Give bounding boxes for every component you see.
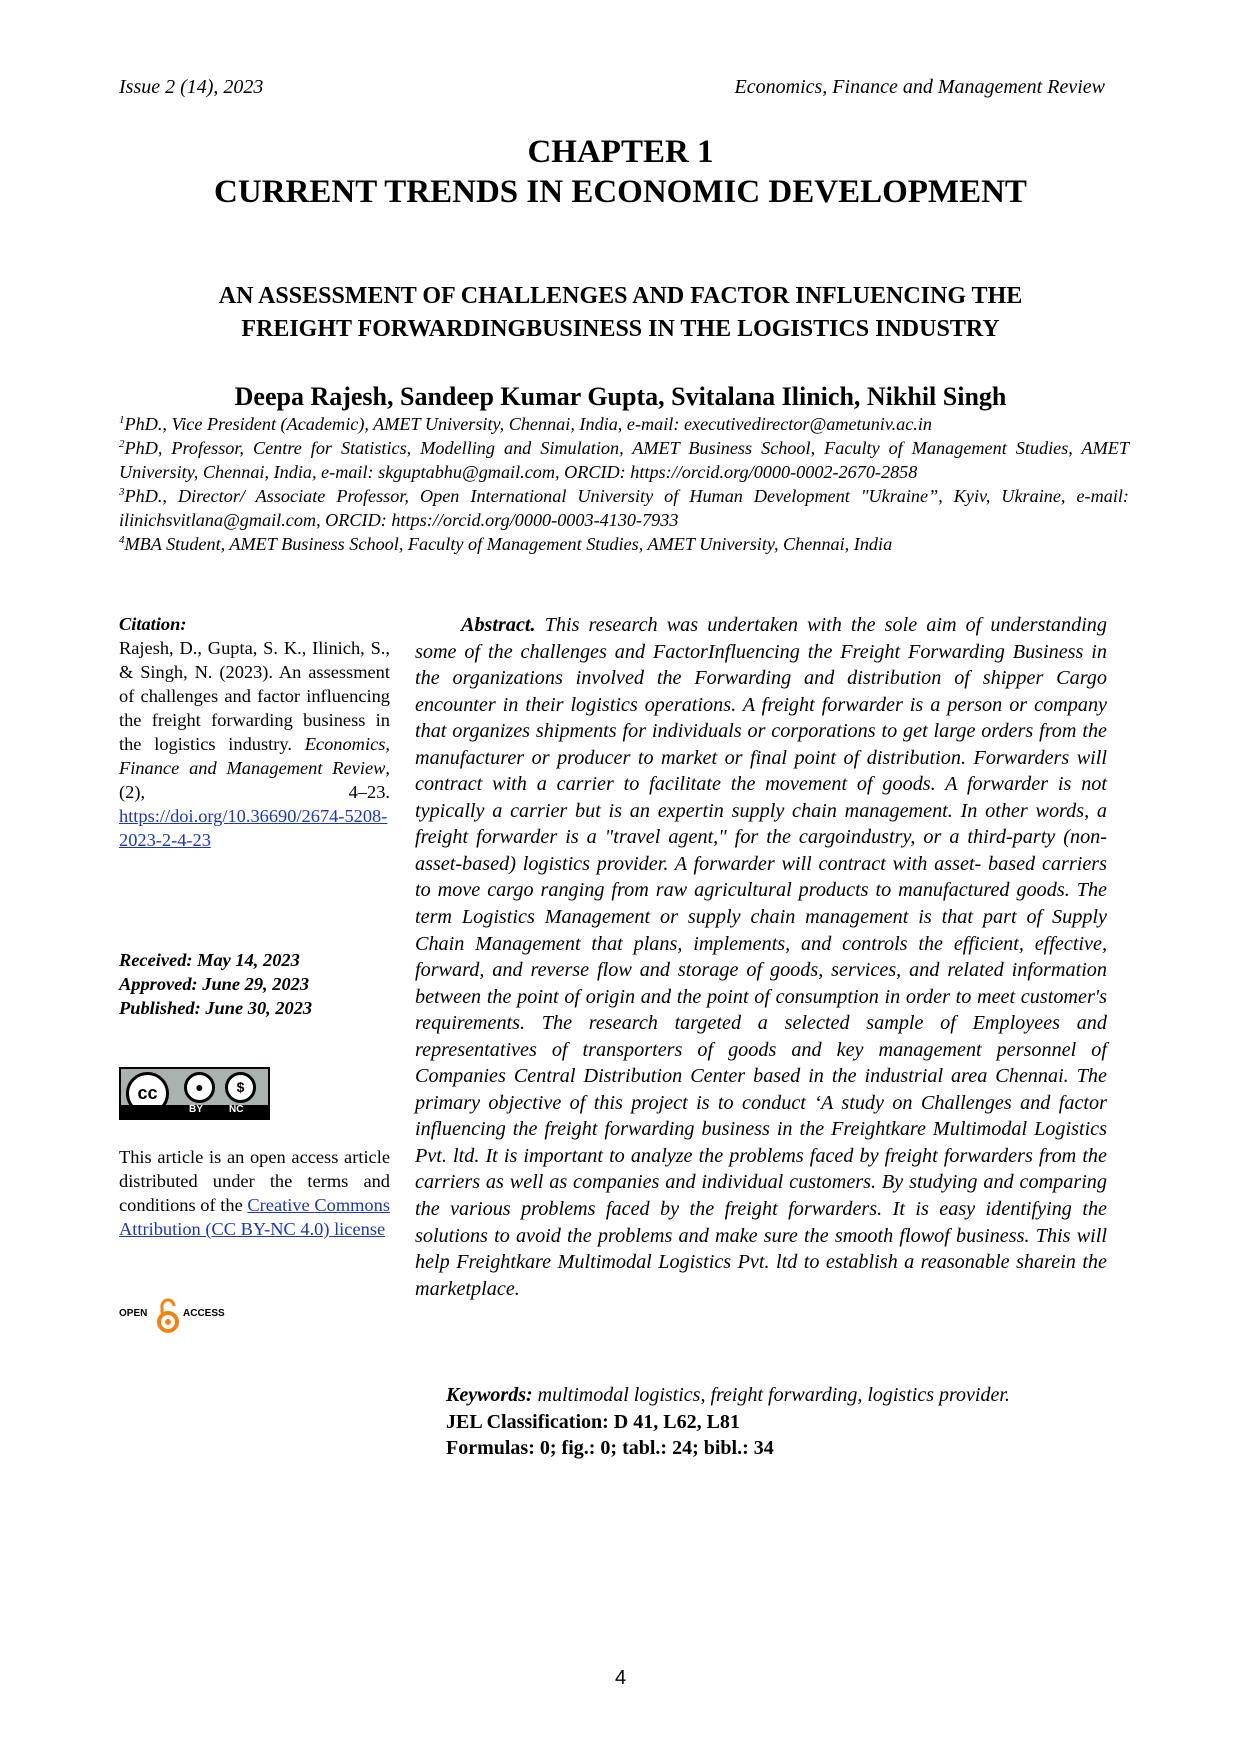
received-date: Received: May 14, 2023 xyxy=(119,950,300,970)
affiliation-number: 3 xyxy=(119,485,125,498)
affiliations xyxy=(119,412,1129,556)
formulas-count: Formulas: 0; fig.: 0; tabl.: 24; bibl.: 34 xyxy=(446,1437,774,1459)
publication-dates xyxy=(119,948,390,1020)
open-access-left-text: OPEN xyxy=(119,1308,148,1319)
license-link[interactable]: Creative Commons Attribution (CC BY-NC 4.0) license xyxy=(119,1195,390,1239)
chapter-number: CHAPTER 1 xyxy=(527,134,714,170)
citation-journal: Economics, Finance and Management Review xyxy=(119,734,390,778)
affiliation-number: 4 xyxy=(119,533,125,546)
attribution-icon: ● xyxy=(184,1072,215,1103)
jel-classification: JEL Classification: D 41, L62, L81 xyxy=(446,1410,740,1433)
published-date: Published: June 30, 2023 xyxy=(119,998,313,1018)
citation-text xyxy=(119,636,390,852)
cc-badge-bar xyxy=(121,1105,268,1118)
keywords-label: Keywords: xyxy=(446,1384,533,1406)
affiliation-number: 2 xyxy=(119,437,125,450)
journal-name: Economics, Finance and Management Review xyxy=(734,76,1105,98)
running-header xyxy=(119,76,1105,99)
affiliation-text: PhD., Vice President (Academic), AMET University, Chennai, India, e-mail: executivedirector@ametuniv.ac.in xyxy=(124,414,932,434)
open-access-right-text: ACCESS xyxy=(183,1308,225,1319)
issue-label: Issue 2 (14), 2023 xyxy=(119,76,264,98)
affiliation-text: PhD., Director/ Associate Professor, Open International University of Human Development "Ukraine”, Kyiv, Ukraine, e-mail: ilinichsvitlana@gmail.com, ORCID: https://orcid.org/0000-0003-4130-7933 xyxy=(119,486,1129,530)
abstract-label: Abstract. xyxy=(461,614,536,636)
chapter-title: CURRENT TRENDS IN ECONOMIC DEVELOPMENT xyxy=(214,174,1027,210)
non-commercial-icon: $ xyxy=(225,1072,256,1103)
license-text xyxy=(119,1145,390,1241)
open-access-lock-icon xyxy=(156,1297,180,1333)
affiliation-2 xyxy=(119,436,1129,484)
article-title xyxy=(119,280,1122,346)
article-title-line-2: FREIGHT FORWARDINGBUSINESS IN THE LOGISTICS INDUSTRY xyxy=(241,316,1000,342)
abstract xyxy=(415,612,1107,1302)
keywords xyxy=(446,1382,1126,1409)
doi-link[interactable]: https://doi.org/10.36690/2674-5208-2023-2-4-23 xyxy=(119,806,388,850)
article-metadata xyxy=(446,1382,1126,1462)
chapter-heading xyxy=(0,132,1241,212)
authors: Deepa Rajesh, Sandeep Kumar Gupta, Svitalana Ilinich, Nikhil Singh xyxy=(234,382,1007,411)
page-number: 4 xyxy=(614,1667,627,1689)
abstract-text: This research was undertaken with the sole aim of understanding some of the challenges and FactorInfluencing the Freight Forwarding Business in the organizations involved the Forwarding and distribution of shipper Cargo encounter in their logistics operations. A freight forwarder is a person or company that organizes shipments for individuals or corporations to get large orders from the manufacturer or producer to market or final point of distribution. Forwarders will contract with a carrier to facilitate the movement of goods. A forwarder is not typically a carrier but is an expertin supply chain management. In other words, a freight forwarder is a "travel agent," for the cargoindustry, or a third-party (non-asset-based) logistics provider. A forwarder will contract with asset- based carriers to move cargo ranging from raw agricultural products to manufactured goods. The term Logistics Management or supply chain management is that part of Supply Chain Management that plans, implements, and controls the efficient, effective, forward, and reverse flow and storage of goods, services, and related information between the point of origin and the point of consumption in order to meet customer's requirements. The research targeted a selected sample of Employees and representatives of transporters of goods and key management personnel of Companies Central Distribution Center based in the industrial area Chennai. The primary objective of this project is to conduct ‘A study on Challenges and factor influencing the freight forwarding business in the Freightkare Multimodal Logistics Pvt. ltd. It is important to analyze the problems faced by freight forwarders from the carriers as well as companies and individual customers. By studying and comparing the various problems faced by the freight forwarders. It is easy identifying the solutions to avoid the problems and make sure the smooth flowof business. This will help Freightkare Multimodal Logistics Pvt. ltd to establish a reasonable sharein the marketplace. xyxy=(415,614,1107,1300)
cc-nc-label: NC xyxy=(229,1104,244,1115)
citation-reference: Rajesh, D., Gupta, S. K., Ilinich, S., & Singh, N. (2023). An assessment of challenges and factor influencing the freight forwarding business in the logistics industry. xyxy=(119,638,390,754)
affiliation-1 xyxy=(119,412,1129,436)
abstract-paragraph xyxy=(415,612,1107,1302)
affiliation-number: 1 xyxy=(119,413,125,426)
license-statement: This article is an open access article distributed under the terms and conditions of the xyxy=(119,1147,390,1215)
creative-commons-icon[interactable] xyxy=(119,1067,270,1120)
cc-by-label: BY xyxy=(189,1104,203,1115)
approved-date: Approved: June 29, 2023 xyxy=(119,974,310,994)
cc-logo-icon: cc xyxy=(126,1072,169,1115)
affiliation-text: MBA Student, AMET Business School, Faculty of Management Studies, AMET University, Chennai, India xyxy=(124,534,893,554)
citation-block xyxy=(119,612,390,852)
affiliation-3 xyxy=(119,484,1129,532)
keywords-text: multimodal logistics, freight forwarding, logistics provider. xyxy=(532,1384,1010,1406)
article-title-line-1: AN ASSESSMENT OF CHALLENGES AND FACTOR INFLUENCING THE xyxy=(218,283,1023,309)
affiliation-text: PhD, Professor, Centre for Statistics, Modelling and Simulation, AMET Business School, Faculty of Management Studies, AMET University, Chennai, India, e-mail: skguptabhu@gmail.com, ORCID: https://orcid.org/0000-0002-2670-2858 xyxy=(119,438,1129,482)
open-access-logo xyxy=(119,1297,239,1331)
citation-details: , (2), 4–23. xyxy=(119,758,390,802)
affiliation-4 xyxy=(119,532,1129,556)
citation-label: Citation: xyxy=(119,614,187,634)
